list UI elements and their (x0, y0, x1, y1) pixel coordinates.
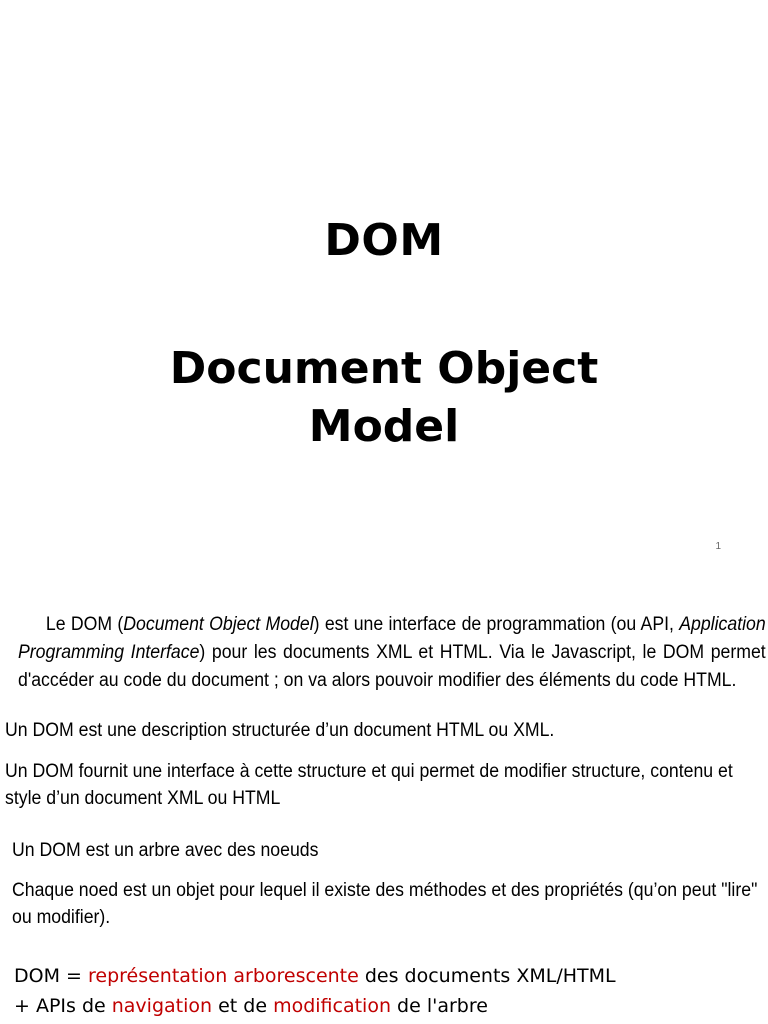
summary-block (14, 961, 768, 1021)
slide-subtitle (0, 340, 768, 456)
summary-line-2 (14, 991, 768, 1021)
subtitle-line-1: Document Object (169, 343, 599, 394)
summary-highlight: modification (273, 995, 392, 1017)
intro-text-1: Le DOM ( (45, 614, 124, 635)
paragraph-description: Un DOM est une description structurée d’un document HTML ou XML. (5, 720, 555, 741)
intro-term: Document Object Model (123, 614, 314, 635)
subtitle-line-2: Model (308, 401, 460, 452)
slide-title: DOM (324, 215, 444, 266)
intro-text-2: ) est une interface de programmation (ou API, (313, 614, 680, 635)
summary-text: des documents XML/HTML (358, 965, 616, 987)
summary-line-1 (14, 961, 768, 991)
paragraph-interface: Un DOM fournit une interface à cette structure et qui permet de modifier structure, contenu et style d’un document XML ou HTML (5, 761, 733, 809)
summary-highlight: navigation (111, 995, 213, 1017)
summary-text: et de (212, 995, 274, 1017)
intro-api-term: Application Programming Interface (18, 614, 766, 663)
intro-paragraph (18, 611, 766, 695)
page-number: 1 (715, 541, 721, 552)
summary-text: + APIs de (14, 995, 112, 1017)
intro-text-3: ) pour les documents XML et HTML. Via le Javascript, le DOM permet d'accéder au code du document ; on va alors pouvoir modifier des éléments du code HTML. (18, 642, 766, 691)
paragraph-node: Chaque noed est un objet pour lequel il existe des méthodes et des propriétés (qu’on peut "lire" ou modifier). (12, 880, 758, 928)
summary-highlight: représentation arborescente (87, 965, 359, 987)
paragraph-tree: Un DOM est un arbre avec des noeuds (12, 840, 319, 861)
summary-text: DOM = (14, 965, 88, 987)
summary-text: de l'arbre (391, 995, 488, 1017)
